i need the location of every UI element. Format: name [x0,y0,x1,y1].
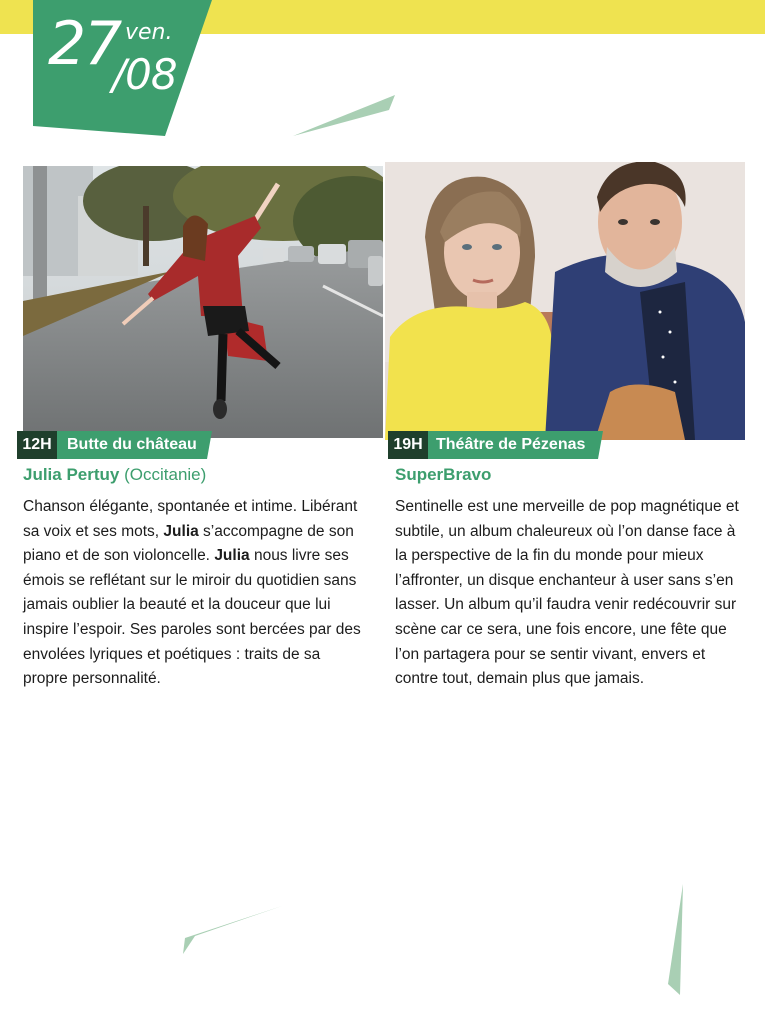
event-1-description [23,495,368,692]
event-1-artist: Julia Pertuy [23,465,120,484]
event-1-tag [17,431,217,459]
description-text: Chanson élégante, spontanée et intime. Libérant sa voix et ses mots, [23,498,358,540]
event-1-venue: Butte du château [67,436,197,453]
date-badge [0,0,230,150]
description-text: s’accompagne de son piano et de son violoncelle. [23,522,354,565]
decorative-stroke-bottom-left [175,900,290,960]
photo-julia-pertuy [23,166,383,438]
event-2-artist-line [395,465,491,485]
decorative-stroke-top [285,90,405,140]
event-1-artist-line [23,465,206,485]
event-2-description [395,495,747,692]
description-text: Sentinelle est une merveille de pop magnétique et subtile, un album chaleureux où l’on danse face à la perspective de la fin du monde pour mieux l’affronter, un disque enchanteur à user sans s’en lasser. Un album qu’il faudra venir redécouvrir sur scène car ce sera, une fois encore, une fête que l’on partagera pour se sentir vivant, envers et contre tout, demain plus que jamais. [395,498,739,688]
date-day: 27 [48,9,121,79]
event-2-artist: SuperBravo [395,465,492,484]
event-1-origin: (Occitanie) [124,465,207,484]
event-2-tag [388,431,608,459]
event-2-venue: Théâtre de Pézenas [436,436,586,453]
artist-name-emphasis: Julia [163,522,199,540]
event-1-time: 12H [22,436,52,453]
event-2-time: 19H [393,436,423,453]
description-text: nous livre ses émois se reflétant sur le miroir du quotidien sans jamais oublier la beauté et la douceur que lui inspire l’espoir. Ses paroles sont bercées par des envolées lyriques et poétiques : traits de sa propre personnalité. [23,547,361,688]
decorative-stroke-bottom-right [660,880,690,1000]
photo-superbravo [385,162,745,440]
date-weekday: ven. [125,20,173,45]
artist-name-emphasis: Julia [214,547,250,565]
date-month: /08 [112,50,177,99]
